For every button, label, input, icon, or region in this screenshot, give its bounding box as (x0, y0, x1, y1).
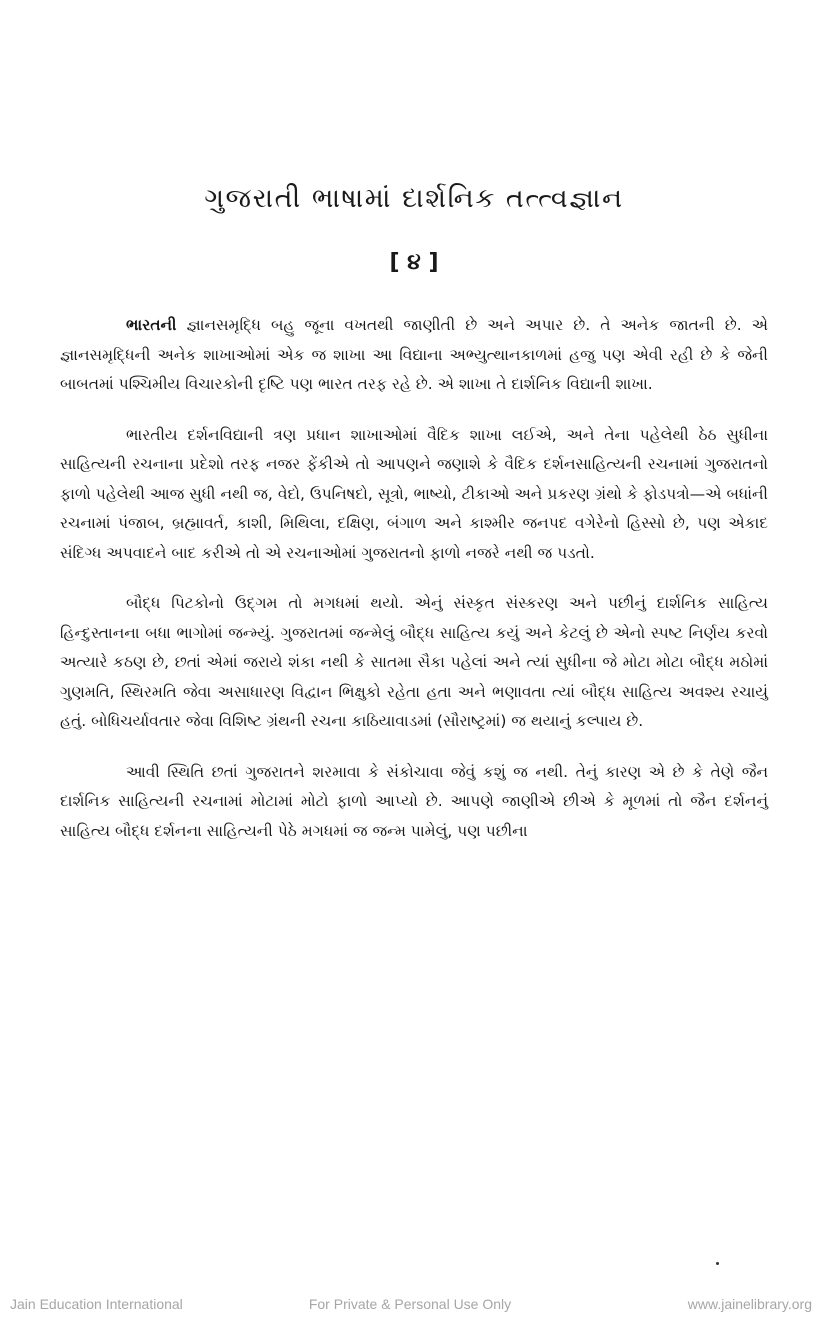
scan-speck (716, 1262, 719, 1265)
chapter-title: ગુજરાતી ભાષામાં દાર્શનિક તત્ત્વજ્ઞાન (204, 183, 624, 214)
paragraph-3 (60, 589, 768, 737)
footer-publisher: Jain Education International (10, 1296, 183, 1312)
paragraph-lead-word: ભારતની (126, 316, 177, 334)
paragraph-2 (60, 421, 768, 569)
paragraph-1 (60, 311, 768, 400)
paragraph-4 (60, 758, 768, 847)
paragraph-text: આવી સ્થિતિ છતાં ગુજરાતને શરમાવા કે સંકોચાવા જેવું કશું જ નથી. તેનું કારણ એ છે કે તેણે જૈન દાર્શનિક સાહિત્યની રચનામાં મોટામાં મોટો ફાળો આપ્યો છે. આપણે જાણીએ છીએ કે મૂળમાં તો જૈન દર્શનનું સાહિત્ય બૌદ્ધ દર્શનના સાહિત્યની પેઠે મગધમાં જ જન્મ પામેલું, પણ પછીના (60, 762, 768, 840)
paragraph-text: જ્ઞાનસમૃદ્ધિ બહુ જૂના વખતથી જાણીતી છે અને અપાર છે. તે અનેક જાતની છે. એ જ્ઞાનસમૃદ્ધિની અનેક શાખાઓમાં એક જ શાખા આ વિદ્યાના અભ્યુત્થાનકાળમાં હજુ પણ એવી રહી છે કે જેની બાબતમાં પશ્ચિમીય વિચારકોની દૃષ્ટિ પણ ભારત તરફ રહે છે. એ શાખા તે દાર્શનિક વિદ્યાની શાખા. (60, 316, 768, 393)
paragraph-text: ભારતીય દર્શનવિદ્યાની ત્રણ પ્રધાન શાખાઓમાં વૈદિક શાખા લઈએ, અને તેના પહેલેથી ઠેઠ સુધીના સાહિત્યની રચનાના પ્રદેશો તરફ નજર ફેંકીએ તો આપણને જણાશે કે વૈદિક દર્શનસાહિત્યની રચનામાં ગુજરાતનો ફાળો પહેલેથી આજ સુધી નથી જ, વેદો, ઉપનિષદો, સૂત્રો, ભાષ્યો, ટીકાઓ અને પ્રકરણ ગ્રંથો કે ફોડપત્રો—એ બધાંની રચનામાં પંજાબ, બ્રહ્માવર્ત, કાશી, મિથિલા, દક્ષિણ, બંગાળ અને કાશ્મીર જનપદ વગેરેનો હિસ્સો છે, પણ એકાદ સંદિગ્ધ અપવાદને બાદ કરીએ તો એ રચનાઓમાં ગુજરાતનો ફાળો નજરે નથી જ પડતો. (60, 425, 768, 562)
footer (0, 1296, 828, 1318)
footer-usage-note: For Private & Personal Use Only (308, 1296, 512, 1312)
section-number: [ ૪ ] (389, 250, 439, 275)
paragraph-text: બૌદ્ધ પિટકોનો ઉદ્ગમ તો મગધમાં થયો. એનું સંસ્કૃત સંસ્કરણ અને પછીનું દાર્શનિક સાહિત્ય હિન્દુસ્તાનના બધા ભાગોમાં જન્મ્યું. ગુજરાતમાં જન્મેલું બૌદ્ધ સાહિત્ય કયું અને કેટલું છે એનો સ્પષ્ટ નિર્ણય કરવો અત્યારે કઠણ છે, છતાં એમાં જરાયે શંકા નથી કે સાતમા સૈકા પહેલાં અને ત્યાં સુધીના જે મોટા મોટા બૌદ્ધ મઠોમાં ગુણમતિ, સ્થિરમતિ જેવા અસાધારણ વિદ્વાન ભિક્ષુકો રહેતા હતા અને ભણાવતા ત્યાં બૌદ્ધ સાહિત્ય અવશ્ય રચાયું હતું. બોધિચર્યાવતાર જેવા વિશિષ્ટ ગ્રંથની રચના કાઠિયાવાડમાં (સૌરાષ્ટ્રમાં) જ થયાનું કલ્પાય છે. (60, 594, 768, 730)
footer-website-link[interactable]: www.jainelibrary.org (687, 1296, 812, 1312)
document-body (60, 311, 768, 867)
